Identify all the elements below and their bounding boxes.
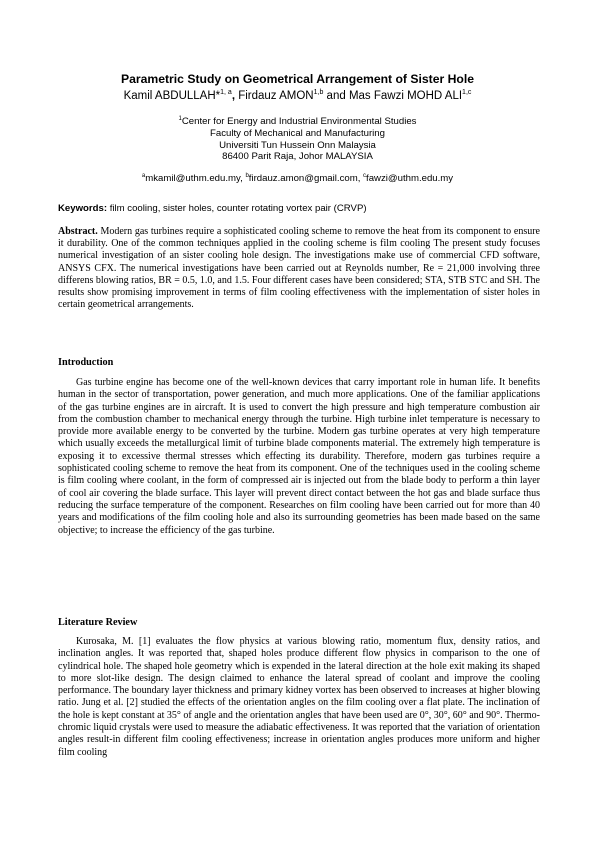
author-affiliation-mark: 1,b [313,89,324,96]
author-list [0,89,595,102]
author-separator: , [231,90,239,102]
author-emails [0,173,595,184]
keywords-label: Keywords: [58,203,108,214]
keywords-text: film cooling, sister holes, counter rotating vortex pair (CRVP) [107,203,367,214]
author-affiliation-mark: 1,c [462,89,472,96]
paper-title: Parametric Study on Geometrical Arrangement of Sister Hole [120,72,475,86]
affiliation-line: 86400 Parit Raja, Johor MALAYSIA [222,151,373,163]
email-mark: c [363,173,367,179]
affiliation-line: Faculty of Mechanical and Manufacturing [210,127,385,139]
abstract-text: Modern gas turbines require a sophisticated cooling scheme to remove the heat from its component to ensure it durability. One of the common techniques applied in the cooling scheme is film cooling The present study focuses numerical investigation of an sister cooling hole design. The investigations make use of commercial CFD software, ANSYS CFX. The numerical investigations have been carried out at Reynolds number, Re = 21,000 involving three differens blowing ratios, BR = 0.5, 1.0, and 1.5. Four different cases have been considered; STA, STB STC and SH. The results show promising improvement in terms of film cooling effectiveness with the implementation of sister holes in certain geometrical arrangements. [58,226,540,311]
literature-review-paragraph: Kurosaka, M. [1] evaluates the flow physics at various blowing ratio, momentum flux, density ratios, and inclination angles. It was reported that, shaped holes produce different flow physics in comparison to the one of cylindrical hole. The shaped hole geometry which is expended in the lateral direction at the hole exit making its shaped to more slot-like design. The design claimed to enhance the lateral spread of coolant and improve the cooling performance. The boundary layer thickness and primary kidney vortex has been observed to increases at higher blowing ratio. Jung et al. [2] studied the effects of the orientation angles on the film cooling over a flat plate. The inclination of the hole is kept constant at 35° of angle and the orientation angles that have been used are 0°, 30°, 60° and 90°. Thermo-chromic liquid crystals were used to measure the adiabatic effectiveness. It was reported that the variation of orientation angles result-in different film cooling effectiveness; increase in orientation angles produces more uniform and higher film cooling [58,636,540,758]
author-separator: and [323,90,349,102]
email-address: firdauz.amon@gmail.com, [248,173,364,184]
author-name: Kamil ABDULLAH* [123,90,221,102]
email-address: mkamil@uthm.edu.my, [145,173,246,184]
affiliation-line: Universiti Tun Hussein Onn Malaysia [219,139,376,151]
email-mark: b [245,173,249,179]
keywords [58,203,540,214]
introduction-paragraph: Gas turbine engine has become one of the well-known devices that carry important role in human life. It benefits human in the sector of transportation, power generation, and much more applications. One of the familiar applications of the gas turbine engines are in aircraft. It is used to convert the high pressure and high temperature combustion air from the combustion chamber to mechanical energy through the turbine. High turbine inlet temperature is necessary to provide more available energy to be converted by the turbine. Modern gas turbine operates at very high temperature which usually exceeds the metallurgical limit of turbine blade components material. The extremely high temperature is exposing it to excessive thermal stresses which effecting its durability. Therefore, modern gas turbines require a sophisticated cooling scheme to remove the heat from its component. One of the techniques used in the cooling scheme is film cooling where coolant, in the form of compressed air is injected out from the blade body to perform a thin layer of cool air covering the blade surface. This layer will prevent direct contact between the hot gas and blade surface thus reducing the surface temperature of the component. Researches on film cooling have been carried out for more than 40 years and modifications of the film cooling hole and also its surrounding geometries has been made based on the same objective; to increase the efficiency of the gas turbine. [58,377,540,536]
abstract [58,226,540,311]
email-mark: a [141,173,146,179]
affiliation-line: Center for Energy and Industrial Environmental Studies [181,116,417,127]
author-name: Firdauz AMON [238,90,314,102]
email-address: fawzi@uthm.edu.my [366,173,454,184]
author-affiliation-mark: 1, a [220,89,232,96]
author-name: Mas Fawzi MOHD ALI [348,90,463,102]
abstract-label: Abstract. [58,226,98,237]
affiliation-mark: 1 [178,116,182,122]
section-heading-literature-review: Literature Review [58,617,138,628]
section-heading-introduction: Introduction [58,357,114,368]
affiliation-block [0,114,595,163]
